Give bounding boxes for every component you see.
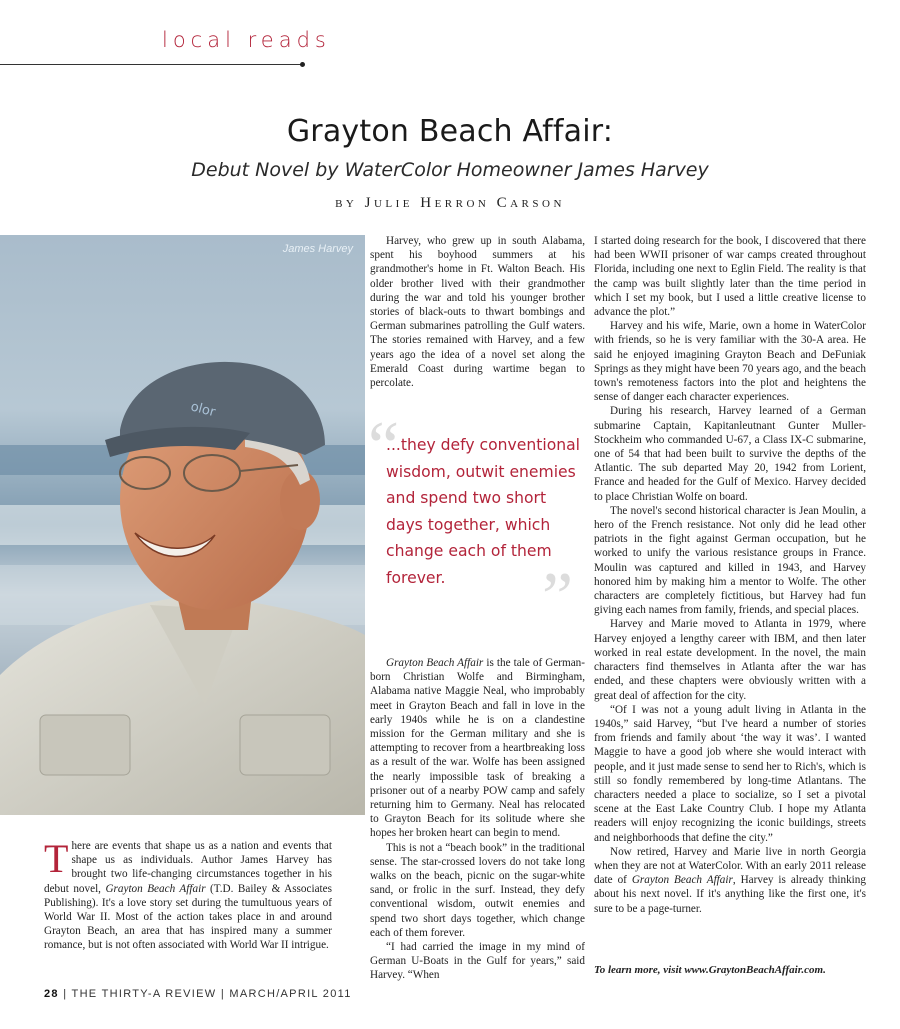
quote-close-mark-icon: ” (542, 559, 574, 636)
paragraph: Grayton Beach Affair is the tale of German-born Christian Wolfe and Birmingham, Alabama native Maggie Neal, who improbably meet in Grayton Beach and fall in love in the early 1940s while he is on a clandestine mission for the German military and she is attempting to recover from a heartbreaking loss as a result of the war. Wolfe has been assigned the nearly impossible task of breaking a prisoner out of a nearby POW camp and safely returning him to Germany. Neal has relocated to Grayton Beach for its solitude where she hopes her broken heart can begin to mend. (370, 657, 585, 840)
paragraph: I started doing research for the book, I discovered that there had been WWII prisoner of war camps created throughout Florida, including one next to Eglin Field. The reality is that the camp was built slightly later than the time period in which I set my book, but I used a little creative license to advance the plot.” (594, 235, 866, 319)
column-middle-bottom (370, 656, 585, 983)
paragraph: Harvey, who grew up in south Alabama, spent his boyhood summers at his grandmother's home in Ft. Walton Beach. His older brother lived with their grandmother during the war and told his younger brother stories of black-outs to thwart bombings and German submarines patrolling the Gulf waters. The stories remained with Harvey, and a few years ago the idea of a novel set along the Emerald Coast during wartime began to percolate. (370, 235, 585, 390)
author-photo-illustration (0, 235, 365, 815)
paragraph: There are events that shape us as a nation and events that shape us as individuals. Author James Harvey has brought two life-changing circumstances together in his debut novel, Grayton Beach Affair (T.D. Bailey & Associates Publishing). It's a love story set during the tumultuous years of World War II. Most of the action takes place in and around Grayton Beach, an area that has inspired many a summer romance, but is not often associated with World War II intrigue. (44, 836, 332, 952)
pull-quote-text: ...they defy conventional wisdom, outwit enemies and spend two short days together, which change each of them forever. (386, 436, 581, 587)
quote-open-mark-icon: “ (368, 408, 400, 485)
issue-date: MARCH/APRIL 2011 (229, 988, 352, 1000)
paragraph: Harvey and Marie moved to Atlanta in 1979, where Harvey enjoyed a lengthy career with IBM, and then later worked in real estate development. In the novel, the main characters find themselves in Atlanta after the war has ended, and these chapters were obviously written with a great deal of affection for the city. (594, 618, 866, 702)
column-right (594, 234, 866, 916)
paragraph: “Of I was not a young adult living in Atlanta in the 1940s,” said Harvey, “but I've heard a number of stories from friends and family about ‘the way it was’. I wanted Maggie to have a good job where she would interact with people, and it just made sense to send her to Rich's, which is still so fondly remembered by long-time Atlantans. The characters needed a place to socialize, so I set a pivotal scene at the East Lake Country Club. I hope my Atlanta readers will enjoy recognizing the iconic buildings, streets and neighborhoods that define the city.” (594, 703, 866, 844)
byline: by Julie Herron Carson (335, 195, 565, 211)
paragraph: Now retired, Harvey and Marie live in north Georgia when they are not at WaterColor. With an early 2011 release date of Grayton Beach Affair, Harvey is already thinking about his next novel. If it's anything like the first one, it's sure to be a page-turner. (594, 845, 866, 915)
paragraph: The novel's second historical character is Jean Moulin, a hero of the French resistance. Not only did he lead other patriots in the fight against German occupation, but he worked to unify the various resistance groups in France. Moulin was captured and killed in 1943, and Harvey honored him by making him a mentor to Wolfe. The other characters are completely fictitious, but Harvey had fun giving each names from family, friends, and special places. (594, 504, 866, 617)
article-subtitle: Debut Novel by WaterColor Homeowner James Harvey (191, 159, 709, 181)
novel-title: Grayton Beach Affair (631, 874, 733, 887)
novel-title: Grayton Beach Affair (386, 657, 484, 669)
learn-more-link[interactable]: To learn more, visit www.GraytonBeachAffair.com. (594, 964, 826, 976)
header-rule (0, 64, 303, 65)
photo-caption: James Harvey (282, 243, 353, 255)
publication-name: THE THIRTY-A REVIEW (71, 988, 217, 1000)
author-photo (0, 235, 365, 815)
article-title: Grayton Beach Affair: (286, 114, 614, 149)
paragraph: This is not a “beach book” in the traditional sense. The star-crossed lovers do not take long walks on the beach, picnic on the sugar-white sand, or frolic in the surf. Instead, they defy conventional wisdom, outwit enemies and spend two short days together, which change each of them forever. (370, 841, 585, 939)
novel-title: Grayton Beach Affair (105, 882, 206, 895)
paragraph: “I had carried the image in my mind of German U-Boats in the Gulf for years,” said Harvey. “When (370, 941, 585, 982)
footer-separator: | (63, 988, 68, 1000)
paragraph: Harvey and his wife, Marie, own a home in WaterColor with friends, so he is very familiar with the 30-A area. He said he enjoyed imagining Grayton Beach and DeFuniak Springs as they might have been 70 years ago, and the beach town's remoteness factors into the plot and heightens the sense of danger each character experiences. (594, 320, 866, 404)
article-intro (44, 836, 332, 953)
paragraph: During his research, Harvey learned of a German submarine Captain, Kapitanleutnant Gunter Muller-Stockheim who commanded U-67, a Class IX-C submarine, one of 54 that had been built to survive the depths of the Atlantic. The sub departed May 20, 1942 from Lorient, France and headed for the Gulf of Mexico. Harvey decided to place Christian Wolfe on board. (594, 405, 866, 503)
column-middle-top (370, 234, 585, 390)
page-number: 28 (44, 988, 59, 1000)
svg-text:olor: olor (188, 399, 217, 421)
header-rule-dot (300, 62, 305, 67)
page-footer (44, 988, 352, 1000)
drop-cap: T (44, 836, 69, 881)
section-label: local reads (162, 28, 331, 52)
footer-separator: | (220, 988, 225, 1000)
